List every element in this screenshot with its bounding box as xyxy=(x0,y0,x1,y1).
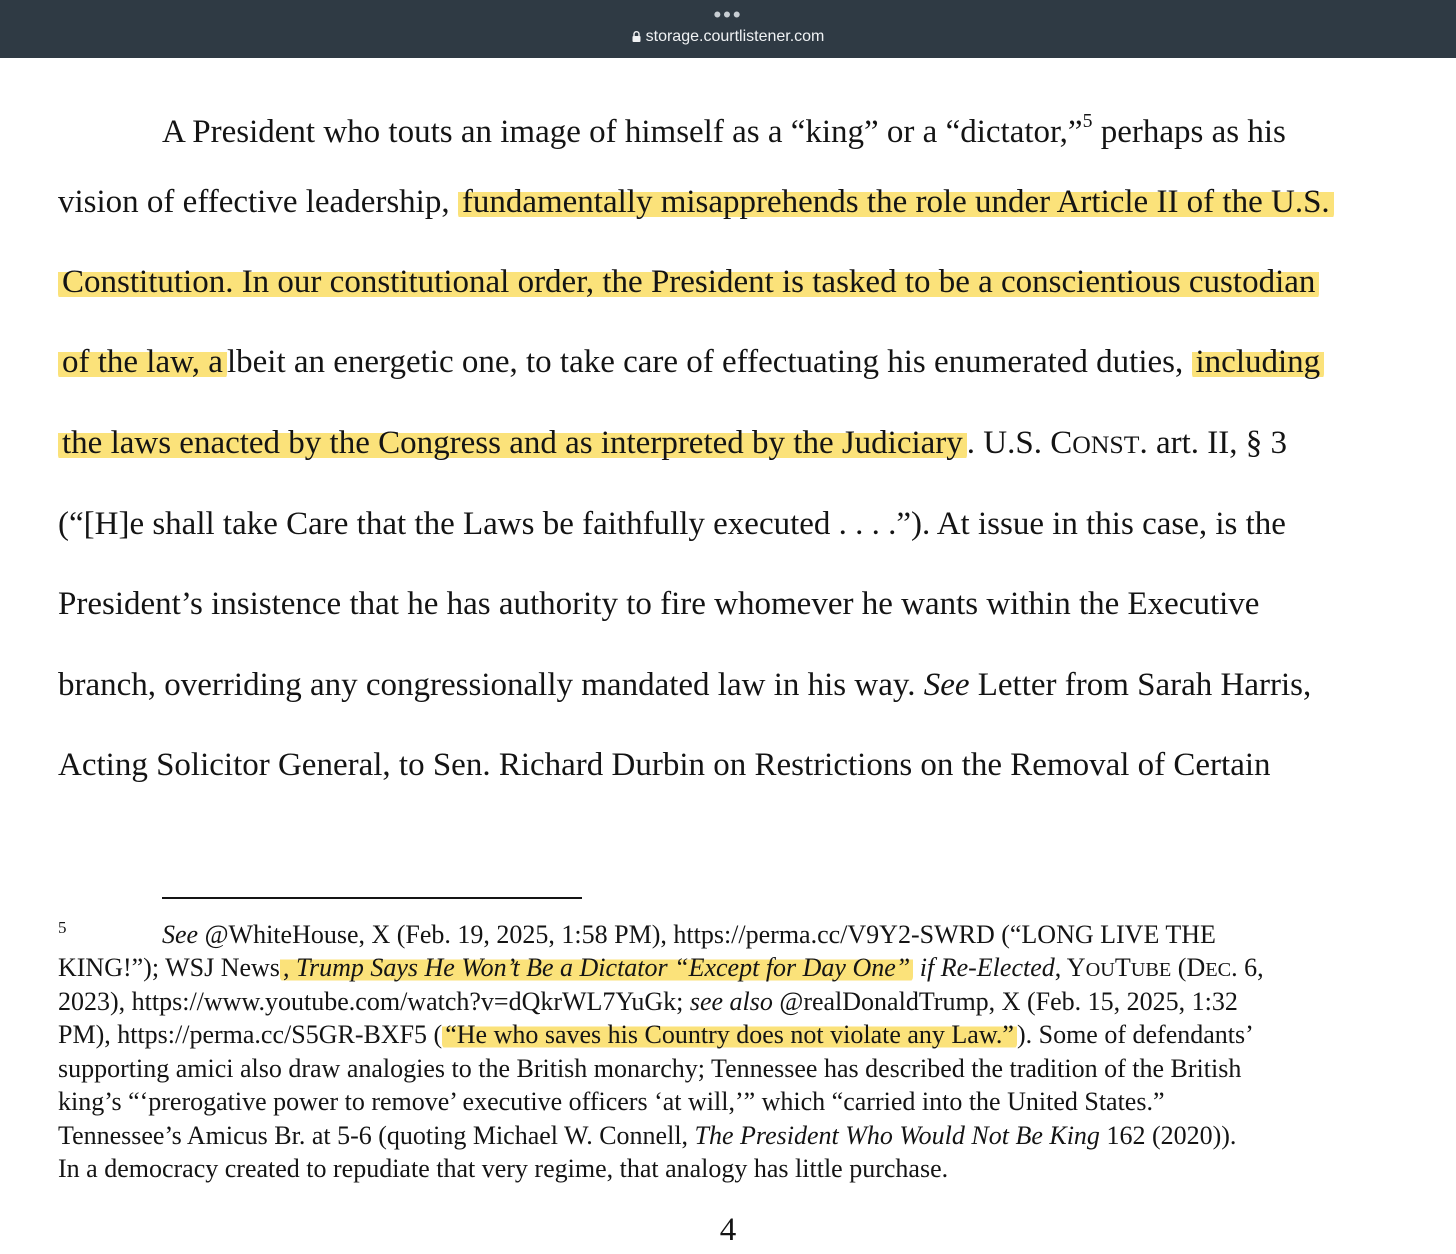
footnote-line-4: PM), https://perma.cc/S5GR-BXF5 ( “He who saves his Country does not violate any Law.” ). Some of defendants’ xyxy=(58,1020,1254,1049)
highlight: including xyxy=(1192,344,1325,380)
footnote-line-2: KING!”); WSJ News , Trump Says He Won’t Be a Dictator “Except for Day One” if Re-Elected, YOUTUBE (DEC. 6, xyxy=(58,953,1264,982)
browser-toolbar xyxy=(0,0,1456,58)
highlight: “He who saves his Country does not violate any Law.” xyxy=(442,1020,1017,1049)
footnote-ref[interactable]: 5 xyxy=(1082,110,1093,132)
footnote-line-8: In a democracy created to repudiate that very regime, that analogy has little purchase. xyxy=(58,1154,949,1183)
footnote-line-7: Tennessee’s Amicus Br. at 5-6 (quoting Michael W. Connell, The President Who Would Not Be King 162 (2020)). xyxy=(58,1121,1237,1150)
body-line-5: the laws enacted by the Congress and as interpreted by the Judiciary . U.S. CONST. art. II, § 3 xyxy=(58,423,1287,465)
page-number: 4 xyxy=(719,1212,737,1248)
footnote-divider xyxy=(162,897,582,899)
footnote-number: 5 xyxy=(58,918,67,937)
body-line-9: Acting Solicitor General, to Sen. Richard Durbin on Restrictions on the Removal of Certain xyxy=(58,747,1271,783)
url-text: storage.courtlistener.com xyxy=(645,28,825,45)
body-line-4: of the law, a lbeit an energetic one, to take care of effectuating his enumerated duties, including xyxy=(58,342,1324,382)
highlight: fundamentally misapprehends the role under Article II of the U.S. xyxy=(458,184,1334,220)
body-line-6: (“[H]e shall take Care that the Laws be faithfully executed . . . .”). At issue in this case, is the xyxy=(58,506,1286,542)
body-line-1: A President who touts an image of himself as a “king” or a “dictator,”$^5$ perhaps as his xyxy=(162,110,1286,150)
more-options-icon[interactable]: ••• xyxy=(713,2,743,27)
highlight: of the law, a xyxy=(58,344,227,380)
footnote-line-3: 2023), https://www.youtube.com/watch?v=dQkrWL7YuGk; see also @realDonaldTrump, X (Feb. 15, 2025, 1:32 xyxy=(58,987,1238,1016)
body-line-2: vision of effective leadership, fundamentally misapprehends the role under Article II of the U.S. xyxy=(58,182,1334,222)
body-line-8: branch, overriding any congressionally mandated law in his way. See Letter from Sarah Harris, xyxy=(58,667,1312,703)
highlight: the laws enacted by the Congress and as interpreted by the Judiciary xyxy=(58,425,967,461)
footnote-line-5: supporting amici also draw analogies to the British monarchy; Tennessee has described the tradition of the British xyxy=(58,1054,1242,1083)
highlight: Constitution. In our constitutional order, the President is tasked to be a conscientious custodian xyxy=(58,264,1319,300)
body-line-7: President’s insistence that he has authority to fire whomever he wants within the Executive xyxy=(58,586,1260,622)
body-line-3 xyxy=(58,262,1319,302)
lock-icon xyxy=(632,31,641,42)
footnote-line-1: See @WhiteHouse, X (Feb. 19, 2025, 1:58 PM), https://perma.cc/V9Y2-SWRD (“LONG LIVE THE xyxy=(162,920,1216,949)
highlight: , Trump Says He Won’t Be a Dictator “Except for Day One” xyxy=(280,953,913,982)
address-bar[interactable] xyxy=(0,27,1456,47)
footnote-line-6: king’s “‘prerogative power to remove’ executive officers ‘at will,’” which “carried into the United States.” xyxy=(58,1087,1165,1116)
